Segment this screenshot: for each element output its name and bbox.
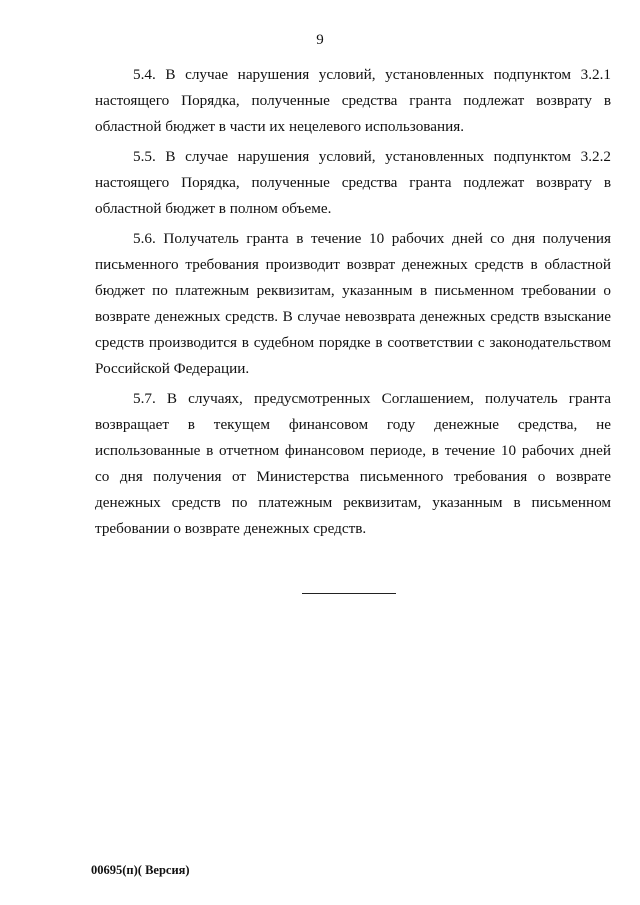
page-number: 9 [316,32,324,48]
paragraph-5-5: 5.5. В случае нарушения условий, установленных подпунктом 3.2.2 настоящего Порядка, полученные средства гранта подлежат возврату в областной бюджет в полном объеме. [95,148,611,217]
document-footer-code: 00695(п)( Версия) [91,863,190,877]
document-body [95,62,611,546]
end-separator-line [302,593,396,594]
paragraph-5-4: 5.4. В случае нарушения условий, установленных подпунктом 3.2.1 настоящего Порядка, полученные средства гранта подлежат возврату в областной бюджет в части их нецелевого использования. [95,66,611,135]
paragraph-5-7: 5.7. В случаях, предусмотренных Соглашением, получатель гранта возвращает в текущем финансовом году денежные средства, не использованные в отчетном финансовом периоде, в течение 10 рабочих дней со дня получения от Министерства письменного требования о возврате денежных средств по платежным реквизитам, указанным в письменном требовании о возврате денежных средств. [95,390,611,537]
paragraph-5-6: 5.6. Получатель гранта в течение 10 рабочих дней со дня получения письменного требования производит возврат денежных средств в областной бюджет по платежным реквизитам, указанным в письменном требовании о возврате денежных средств. В случае невозврата денежных средств взыскание средств производится в судебном порядке в соответствии с законодательством Российской Федерации. [95,230,611,377]
